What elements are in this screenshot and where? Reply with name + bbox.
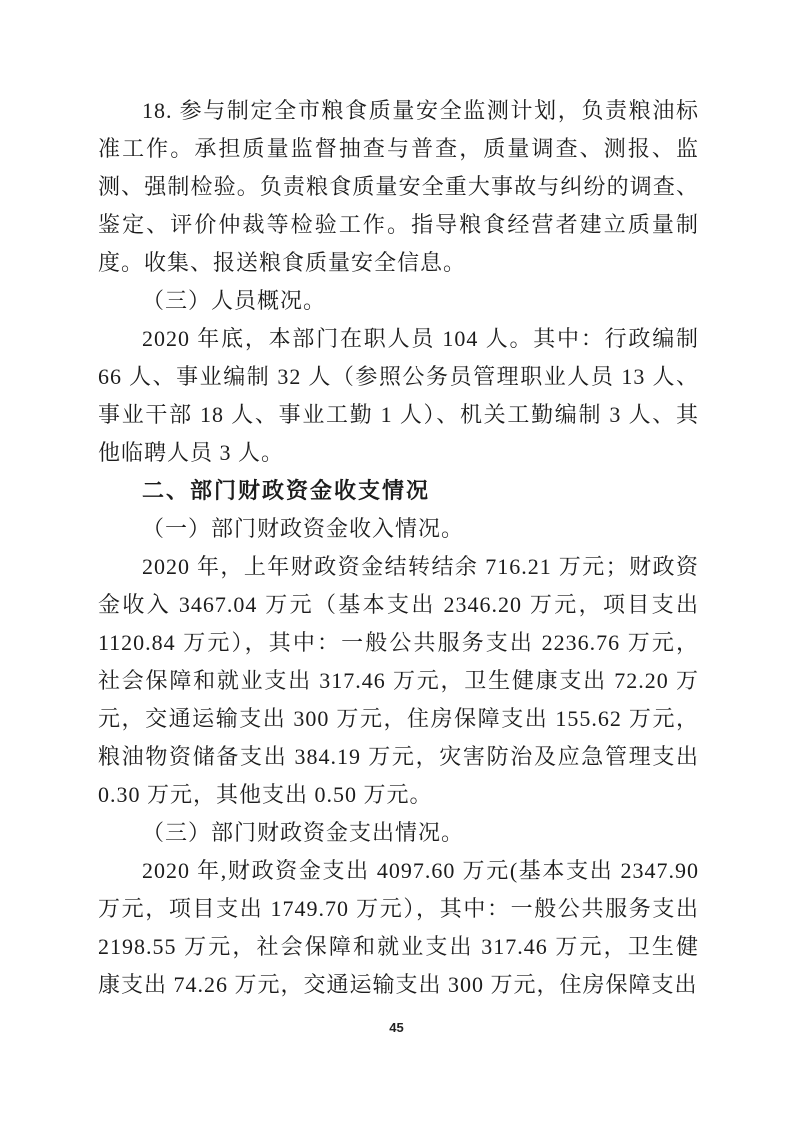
page-number: 45 bbox=[389, 1020, 404, 1035]
subsection-heading-personnel-overview: （三）人员概况。 bbox=[142, 288, 327, 313]
document-body bbox=[98, 92, 699, 1004]
subsection-heading-fiscal-income: （一）部门财政资金收入情况。 bbox=[142, 516, 465, 541]
page-footer bbox=[0, 1019, 793, 1037]
section-heading-fiscal-funds: 二、部门财政资金收支情况 bbox=[142, 478, 431, 503]
paragraph-grain-quality-duties: 18. 参与制定全市粮食质量安全监测计划，负责粮油标准工作。承担质量监督抽查与普查，质量调查、测报、监测、强制检验。负责粮食质量安全重大事故与纠纷的调查、鉴定、评价仲裁等检验工作。指导粮食经营者建立质量制度。收集、报送粮食质量安全信息。 bbox=[98, 98, 699, 275]
subsection-heading-fiscal-expenditure: （三）部门财政资金支出情况。 bbox=[142, 820, 465, 845]
paragraph-fiscal-income-details: 2020 年，上年财政资金结转结余 716.21 万元；财政资金收入 3467.04 万元（基本支出 2346.20 万元，项目支出 1120.84 万元），其中：一般公共服务支出 2236.76 万元，社会保障和就业支出 317.46 万元，卫生健康支出 72.20 万元，交通运输支出 300 万元，住房保障支出 155.62 万元，粮油物资储备支出 384.19 万元，灾害防治及应急管理支出 0.30 万元，其他支出 0.50 万元。 bbox=[98, 554, 699, 807]
paragraph-personnel-counts: 2020 年底，本部门在职人员 104 人。其中：行政编制 66 人、事业编制 32 人（参照公务员管理职业人员 13 人、事业干部 18 人、事业工勤 1 人）、机关工勤编制 3 人、其他临聘人员 3 人。 bbox=[98, 326, 699, 465]
paragraph-fiscal-expenditure-details: 2020 年,财政资金支出 4097.60 万元(基本支出 2347.90 万元，项目支出 1749.70 万元），其中：一般公共服务支出 2198.55 万元，社会保障和就业支出 317.46 万元，卫生健康支出 74.26 万元，交通运输支出 300 万元，住房保障支出 bbox=[98, 858, 699, 997]
